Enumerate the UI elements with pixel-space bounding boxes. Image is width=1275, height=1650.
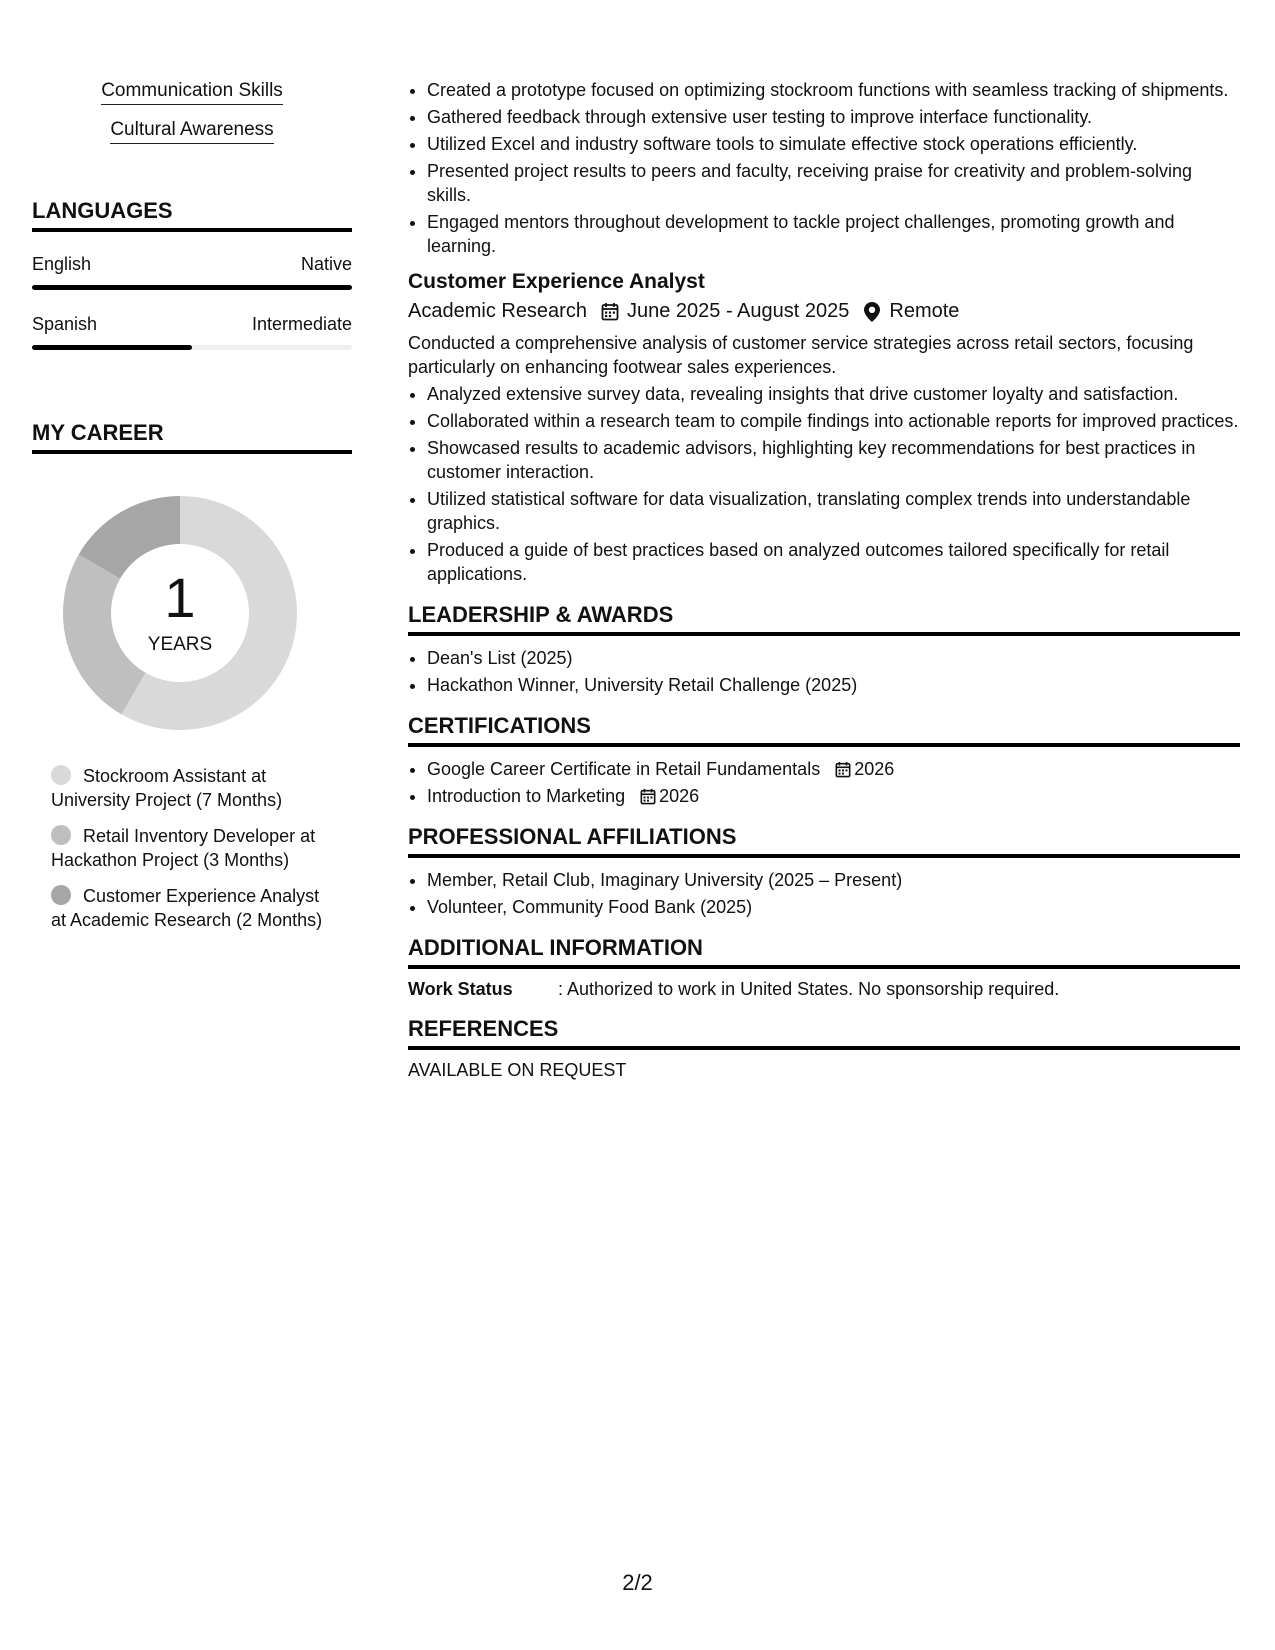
calendar-icon (835, 761, 851, 778)
legend-dot (51, 825, 71, 845)
list-item: • Presented project results to peers and faculty, receiving praise for creativity and problem-solving skills. (427, 159, 1240, 207)
leadership-list (408, 646, 1240, 697)
list-item: • Collaborated within a research team to compile findings into actionable reports for improved practices. (427, 409, 1240, 433)
work-status-label: Work Status (408, 979, 513, 999)
job-title: Customer Experience Analyst (408, 270, 705, 293)
affiliations-heading: PROFESSIONAL AFFILIATIONS (408, 824, 1240, 858)
certifications-list (408, 757, 1240, 808)
legend-item: Stockroom Assistant at University Project (7 Months) (51, 766, 283, 810)
list-item: • Member, Retail Club, Imaginary University (2025 – Present) (427, 868, 1240, 892)
legend-dot (51, 765, 71, 785)
references-text: AVAILABLE ON REQUEST (408, 1060, 627, 1080)
job-description: Conducted a comprehensive analysis of customer service strategies across retail sectors, focusing particularly on enhancing footwear sales experiences. (408, 333, 1194, 377)
language-name: Spanish (32, 314, 98, 334)
list-item: • Utilized statistical software for data visualization, translating complex trends into understandable graphics. (427, 487, 1240, 535)
list-item: • Hackathon Winner, University Retail Challenge (2025) (427, 673, 1240, 697)
career-years-value: 1 (164, 566, 196, 629)
job-dates: June 2025 - August 2025 (626, 300, 850, 322)
additional-info-heading: ADDITIONAL INFORMATION (408, 935, 1240, 969)
career-donut-chart (55, 488, 305, 738)
leadership-heading: LEADERSHIP & AWARDS (408, 602, 1240, 636)
calendar-icon (640, 788, 656, 805)
job-company: Academic Research (408, 300, 587, 322)
language-level: Intermediate (251, 314, 352, 334)
certification-year: 2026 (835, 759, 894, 779)
work-status-row (408, 979, 1240, 1000)
list-item: • Analyzed extensive survey data, revealing insights that drive customer loyalty and satisfaction. (427, 382, 1240, 406)
language-level: Native (300, 254, 352, 274)
list-item: • Volunteer, Community Food Bank (2025) (427, 895, 1240, 919)
page-number: 2/2 (622, 1570, 653, 1595)
language-proficiency-bar (32, 285, 352, 290)
certification-name: Google Career Certificate in Retail Fundamentals (427, 759, 821, 779)
languages-heading: LANGUAGES (32, 198, 352, 232)
list-item: • Gathered feedback through extensive user testing to improve interface functionality. (427, 105, 1240, 129)
location-pin-icon (861, 302, 883, 322)
list-item (427, 784, 1240, 808)
legend-item: Retail Inventory Developer at Hackathon Project (3 Months) (51, 826, 316, 870)
affiliations-list (408, 868, 1240, 919)
language-name: English (32, 254, 92, 274)
career-legend (51, 764, 331, 932)
previous-job-bullets (408, 78, 1240, 258)
skill-tag: Cultural Awareness (32, 119, 352, 144)
references-heading: REFERENCES (408, 1016, 1240, 1050)
list-item (427, 757, 1240, 781)
calendar-icon (599, 302, 621, 321)
career-heading: MY CAREER (32, 420, 352, 454)
language-spanish (32, 314, 352, 350)
certification-name: Introduction to Marketing (427, 786, 626, 806)
job-location: Remote (889, 300, 960, 322)
language-proficiency-bar (32, 345, 352, 350)
job-bullets (408, 382, 1240, 586)
list-item: • Created a prototype focused on optimizing stockroom functions with seamless tracking of shipments. (427, 78, 1240, 102)
work-status-value: : Authorized to work in United States. No sponsorship required. (558, 979, 1060, 999)
job-meta (408, 300, 1240, 323)
certifications-heading: CERTIFICATIONS (408, 713, 1240, 747)
skill-tag: Communication Skills (32, 80, 352, 105)
list-item: • Dean's List (2025) (427, 646, 1240, 670)
career-years-label: YEARS (147, 634, 213, 655)
list-item: • Utilized Excel and industry software tools to simulate effective stock operations efficiently. (427, 132, 1240, 156)
sidebar (32, 80, 352, 944)
main-content (408, 78, 1240, 1081)
list-item: • Engaged mentors throughout development to tackle project challenges, promoting growth and learning. (427, 210, 1240, 258)
list-item: • Produced a guide of best practices based on analyzed outcomes tailored specifically for retail applications. (427, 538, 1240, 586)
legend-dot (51, 885, 71, 905)
legend-item: Customer Experience Analyst at Academic Research (2 Months) (51, 886, 323, 930)
list-item: • Showcased results to academic advisors, highlighting key recommendations for best practices in customer interaction. (427, 436, 1240, 484)
language-english (32, 254, 352, 290)
certification-year: 2026 (640, 786, 699, 806)
